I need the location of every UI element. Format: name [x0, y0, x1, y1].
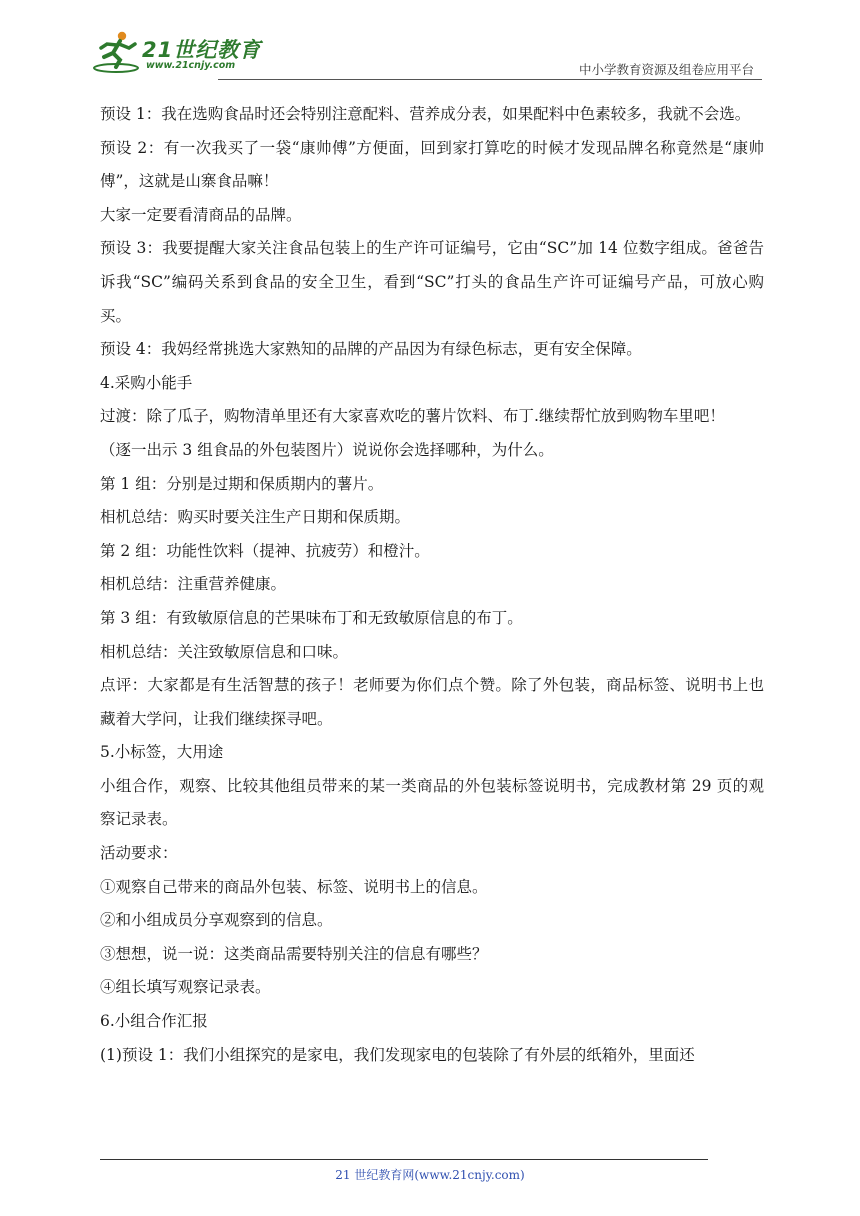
logo-text: 21世纪教育 — [142, 38, 262, 62]
paragraph: 第 1 组：分别是过期和保质期内的薯片。 — [100, 474, 384, 493]
footer-divider — [100, 1159, 708, 1160]
paragraph: 相机总结：关注致敏原信息和口味。 — [100, 642, 349, 661]
list-item: ②和小组成员分享观察到的信息。 — [100, 911, 333, 930]
paragraph: 大家一定要看清商品的品牌。 — [100, 205, 302, 224]
paragraph: 活动要求： — [100, 844, 178, 863]
paragraph: 预设 4：我妈经常挑选大家熟知的品牌的产品因为有绿色标志，更有安全保障。 — [100, 340, 642, 359]
section-heading: 6.小组合作汇报 — [100, 1012, 208, 1031]
paragraph: 小组合作，观察、比较其他组员带来的某一类商品的外包装标签说明书，完成教材第 29 页的观察记录表。 — [100, 776, 764, 829]
header-tagline: 中小学教育资源及组卷应用平台 — [578, 62, 754, 77]
logo-url: www.21cnjy.com — [146, 60, 236, 71]
list-item: ④组长填写观察记录表。 — [100, 978, 271, 997]
section-heading: 4.采购小能手 — [100, 373, 193, 392]
document-body — [100, 98, 764, 1072]
site-logo[interactable] — [92, 30, 262, 78]
running-figure-icon — [92, 30, 142, 74]
paragraph: (1)预设 1：我们小组探究的是家电，我们发现家电的包装除了有外层的纸箱外，里面还 — [100, 1045, 695, 1064]
list-item: ①观察自己带来的商品外包装、标签、说明书上的信息。 — [100, 877, 488, 896]
section-heading: 5.小标签，大用途 — [100, 743, 224, 762]
paragraph: （逐一出示 3 组食品的外包装图片）说说你会选择哪种，为什么。 — [100, 440, 554, 459]
page-header — [0, 0, 860, 82]
paragraph: 相机总结：注重营养健康。 — [100, 575, 287, 594]
list-item: ③想想，说一说：这类商品需要特别关注的信息有哪些？ — [100, 944, 488, 963]
paragraph: 预设 3：我要提醒大家关注食品包装上的生产许可证编号，它由“SC”加 14 位数字组成。爸爸告诉我“SC”编码关系到食品的安全卫生，看到“SC”打头的食品生产许可证编号产品，可放心购买。 — [100, 239, 764, 325]
paragraph: 预设 2：有一次我买了一袋“康帅傅”方便面，回到家打算吃的时候才发现品牌名称竟然是“康帅傅”，这就是山寨食品嘛！ — [100, 138, 764, 191]
paragraph: 预设 1：我在选购食品时还会特别注意配料、营养成分表，如果配料中色素较多，我就不会选。 — [100, 105, 751, 123]
paragraph: 第 2 组：功能性饮料（提神、抗疲劳）和橙汁。 — [100, 541, 430, 560]
paragraph: 第 3 组：有致敏原信息的芒果味布丁和无致敏原信息的布丁。 — [100, 608, 523, 627]
paragraph: 过渡：除了瓜子，购物清单里还有大家喜欢吃的薯片饮料、布丁.继续帮忙放到购物车里吧！ — [100, 407, 725, 426]
footer-link[interactable]: 21 世纪教育网(www.21cnjy.com) — [335, 1168, 525, 1182]
paragraph: 相机总结：购买时要关注生产日期和保质期。 — [100, 508, 411, 527]
header-divider — [218, 79, 762, 80]
paragraph: 点评：大家都是有生活智慧的孩子！老师要为你们点个赞。除了外包装，商品标签、说明书上也藏着大学问，让我们继续探寻吧。 — [100, 676, 764, 728]
